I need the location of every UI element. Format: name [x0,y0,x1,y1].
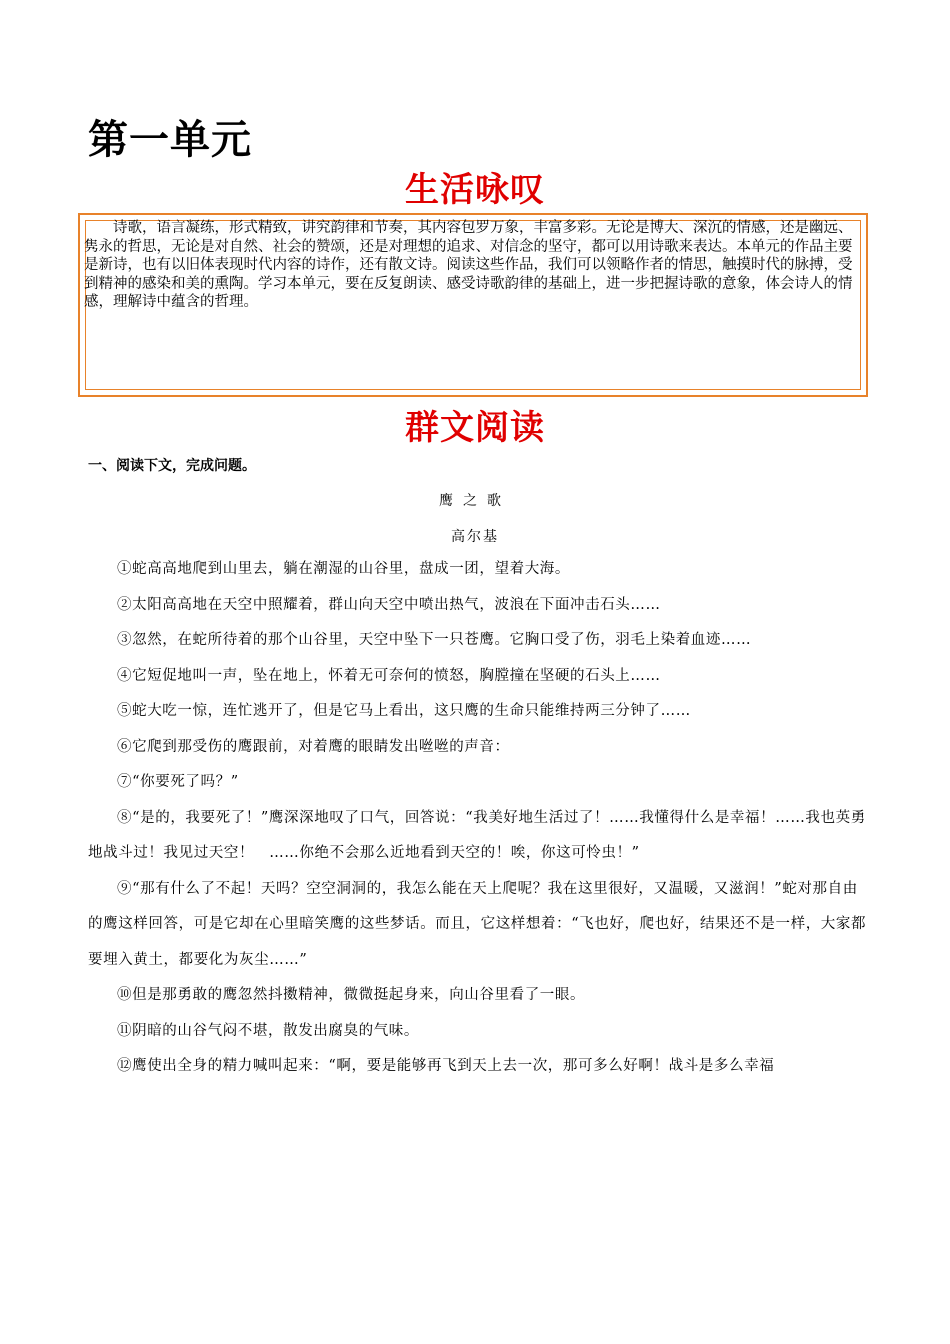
paragraph-5: ⑤蛇大吃一惊，连忙逃开了，但是它马上看出，这只鹰的生命只能维持两三分钟了…… [117,703,691,719]
poem-title: 鹰之歌 [439,493,511,509]
poem-author: 高尔基 [451,529,499,545]
paragraph-10: ⑩但是那勇敢的鹰忽然抖擞精神，微微挺起身来，向山谷里看了一眼。 [117,987,586,1003]
question-heading: 一、阅读下文，完成问题。 [88,458,256,474]
paragraph-6: ⑥它爬到那受伤的鹰跟前，对着鹰的眼睛发出咝咝的声音： [117,738,510,755]
poem-body [88,552,868,1085]
intro-text: 诗歌，语言凝练，形式精致，讲究韵律和节奏，其内容包罗万象，丰富多彩。无论是博大、深沉的情感，还是幽远、隽永的哲思，无论是对自然、社会的赞颂，还是对理想的追求、对信念的坚守，都可以用诗歌来表达。本单元的作品主要是新诗，也有以旧体表现时代内容的诗作，还有散文诗。阅读这些作品，我们可以领略作者的情思，触摸时代的脉搏，受到精神的感染和美的熏陶。学习本单元，要在反复朗读、感受诗歌韵律的基础上，进一步把握诗歌的意象，体会诗人的情感，理解诗中蕴含的哲理。 [84,220,853,310]
section-title-group-reading: 群文阅读 [405,408,545,448]
paragraph-8: ⑧“是的，我要死了！”鹰深深地叹了口气，回答说：“我美好地生活过了！……我懂得什么是幸福！……我也英勇地战斗过！我见过天空！ ……你绝不会那么近地看到天空的！唉，你这可怜虫！” [88,809,866,861]
paragraph-4: ④它短促地叫一声，坠在地上，怀着无可奈何的愤怒，胸膛撞在坚硬的石头上…… [117,667,661,684]
paragraph-11: ⑪阴暗的山谷气闷不堪，散发出腐臭的气味。 [117,1022,419,1039]
paragraph-2: ②太阳高高地在天空中照耀着，群山向天空中喷出热气，波浪在下面冲击石头…… [117,596,661,613]
paragraph-3: ③忽然，在蛇所待着的那个山谷里，天空中坠下一只苍鹰。它胸口受了伤，羽毛上染着血迹…… [117,632,752,648]
paragraph-1: ①蛇高高地爬到山里去，躺在潮湿的山谷里，盘成一团，望着大海。 [117,561,570,577]
section-title-life: 生活咏叹 [405,170,545,210]
paragraph-7: ⑦“你要死了吗？” [117,774,239,790]
paragraph-9: ⑨“那有什么了不起！天吗？空空洞洞的，我怎么能在天上爬呢？我在这里很好，又温暖，又滋润！”蛇对那自由的鹰这样回答，可是它却在心里暗笑鹰的这些梦话。而且，它这样想着：“飞也好，爬也好，结果还不是一样，大家都要埋入黄土，都要化为灰尘……” [88,880,867,968]
paragraph-12: ⑫鹰使出全身的精力喊叫起来：“啊，要是能够再飞到天上去一次，那可多么好啊！战斗是多么幸福 [117,1058,775,1074]
unit-title: 第一单元 [88,116,252,163]
